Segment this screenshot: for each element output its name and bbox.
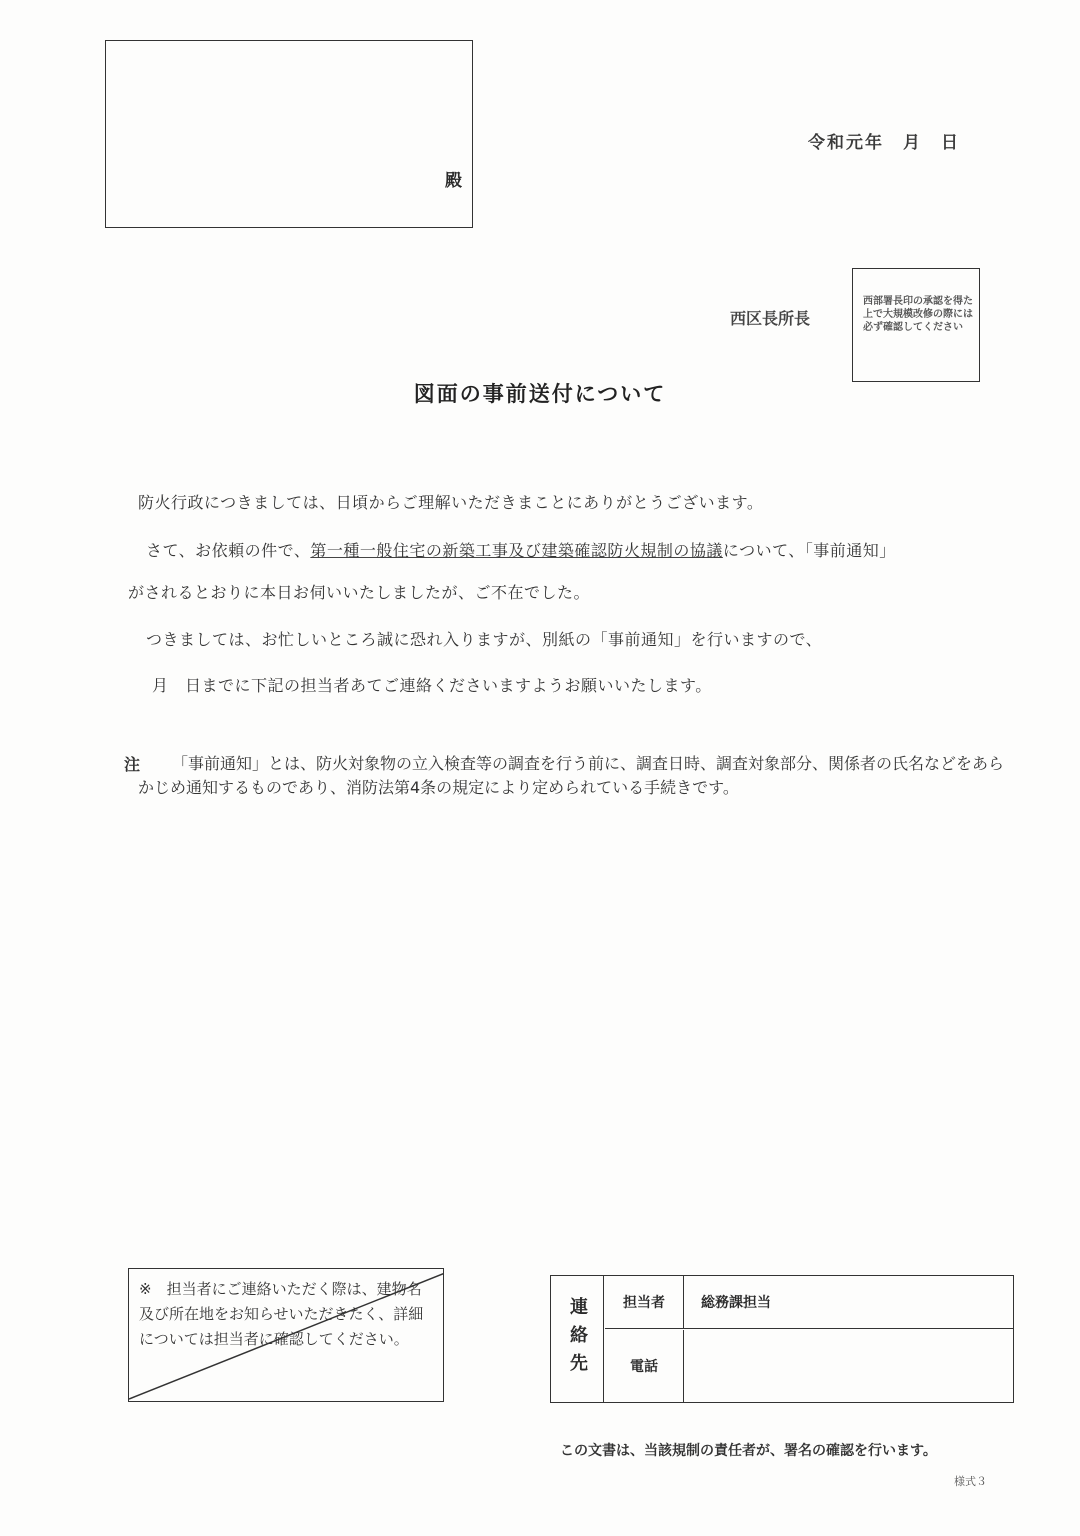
notice-text: ※ 担当者にご連絡いただく際は、建物名及び所在地をお知らせいただきたく、詳細については担当者に確認してください。: [139, 1280, 424, 1348]
official-seal-box: 西部署長印の承認を得た上で大規模改修の際には必ず確認してください: [852, 268, 980, 382]
addressee-suffix: 殿: [445, 171, 462, 191]
note-label: 注: [124, 755, 141, 774]
contact-label: 連絡先: [551, 1276, 604, 1402]
contact-box: [550, 1275, 1014, 1403]
contact-row-phone: [605, 1330, 1013, 1402]
contact-person-value: 総務課担当: [701, 1295, 771, 1311]
contact-phone-key: 電話: [605, 1330, 684, 1402]
date-line: 令和元年 月 日: [808, 133, 960, 153]
contact-person-key: 担当者: [605, 1276, 684, 1328]
sender-name: 西区長所長: [730, 309, 811, 328]
body-paragraph-4: つきましては、お忙しいところ誠に恐れ入りますが、別紙の「事前通知」を行いますので、: [146, 630, 823, 649]
body-paragraph-2-pre: さて、お依頼の件で、: [146, 541, 311, 560]
cross-out-line: [129, 1269, 444, 1402]
note-text: 「事前通知」とは、防火対象物の立入検査等の調査を行う前に、調査日時、調査対象部分、関係者の氏名などをあらかじめ通知するものであり、消防法第4条の規定により定められている手続きです。: [138, 754, 1005, 797]
body-paragraph-3: がされるとおりに本日お伺いいたしましたが、ご不在でした。: [128, 583, 591, 602]
body-paragraph-1: 防火行政につきましては、日頃からご理解いただきまことにありがとうございます。: [138, 493, 764, 512]
crossed-notice-box: [128, 1268, 444, 1402]
subject-underlined: 第一種一般住宅の新築工事及び建築確認防火規制の協議: [310, 541, 723, 560]
body-paragraph-2: [146, 538, 996, 561]
addressee-box: [105, 40, 473, 228]
footer-note: この文書は、当該規制の責任者が、署名の確認を行います。: [560, 1443, 937, 1459]
body-paragraph-2-post: について、「事前通知」: [722, 541, 896, 560]
body-paragraph-5: 月 日までに下記の担当者あてご連絡くださいますようお願いいたします。: [152, 676, 712, 695]
document-title: 図面の事前送付について: [413, 382, 667, 406]
page-mark: 様式３: [954, 1475, 987, 1488]
contact-row-person: [605, 1276, 1013, 1329]
